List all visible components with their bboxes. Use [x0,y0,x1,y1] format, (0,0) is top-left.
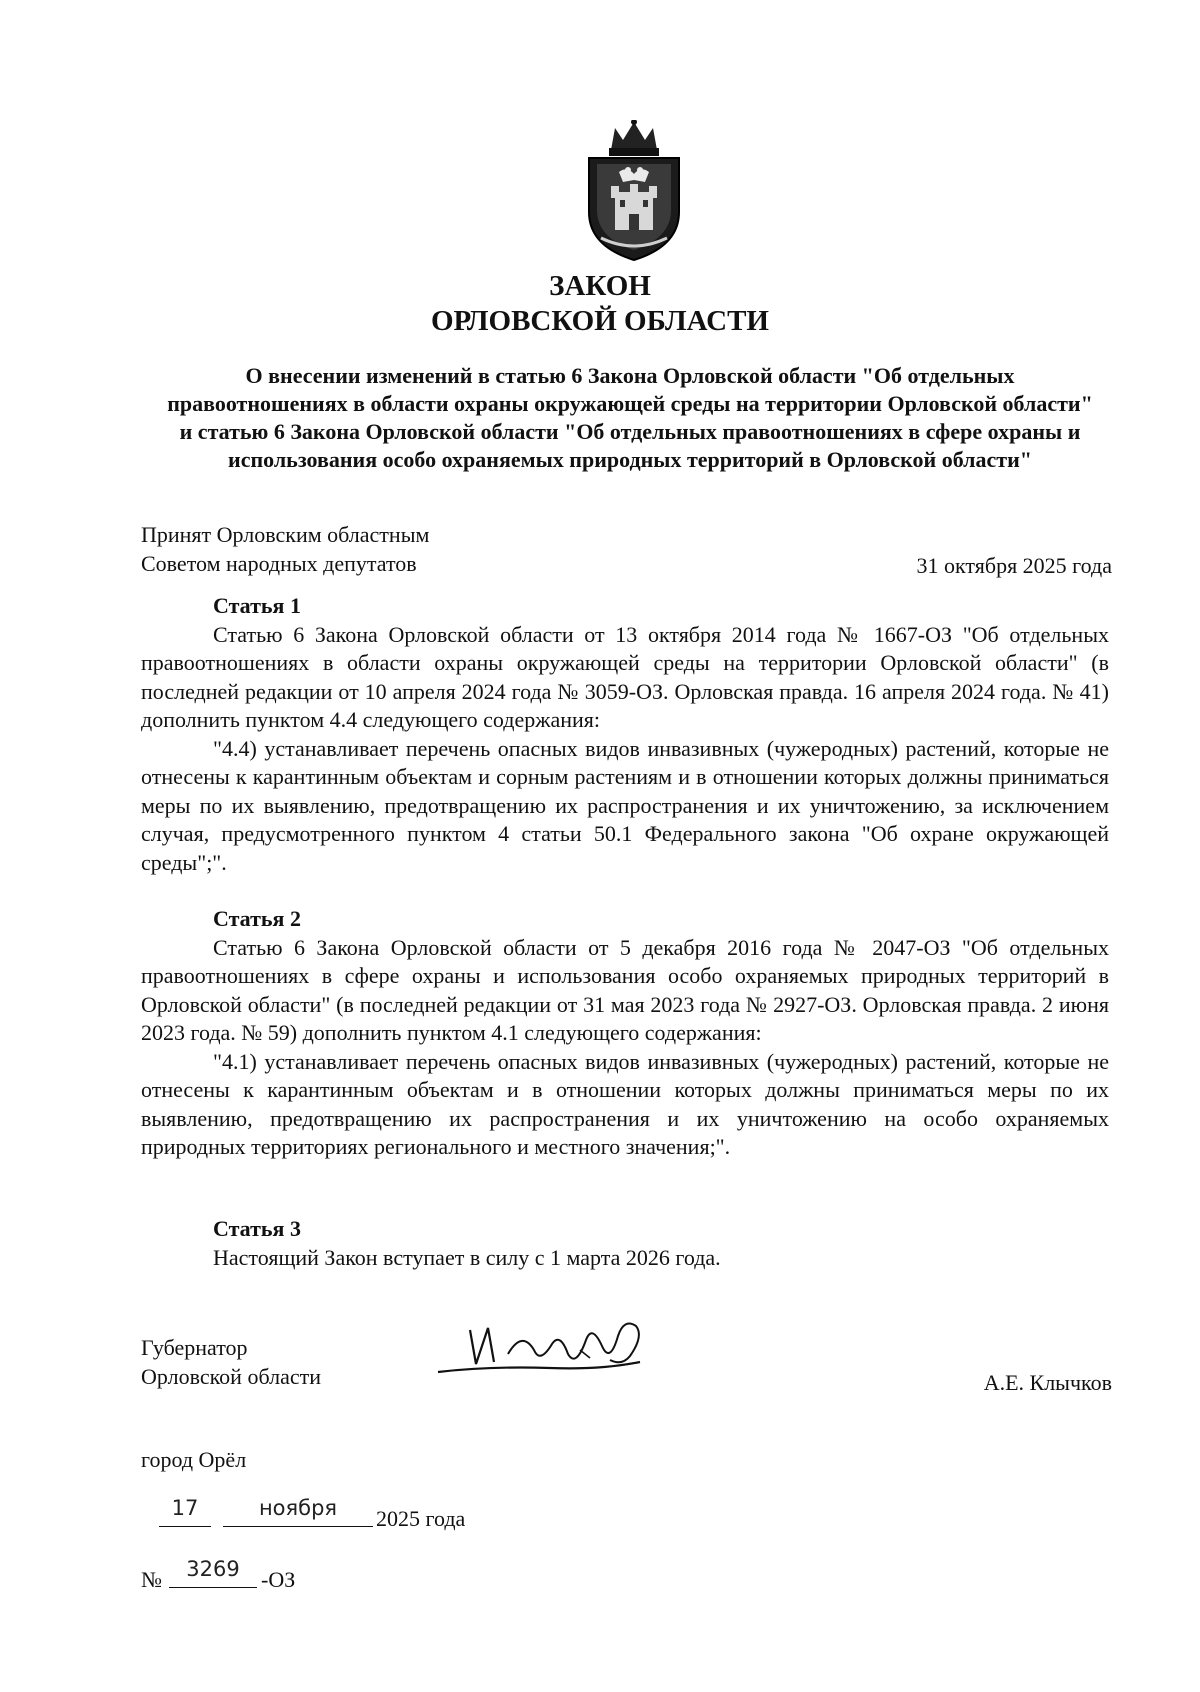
coat-of-arms-icon [575,120,693,262]
sign-day: 17 [159,1496,211,1527]
sign-year: 2025 года [376,1506,466,1531]
governor-line-2: Орловской области [141,1364,321,1389]
law-label: ЗАКОН [549,270,651,302]
article-title: Статья 1 [213,593,301,618]
sign-month: ноября [223,1496,373,1527]
law-subtitle: О внесении изменений в статью 6 Закона Орловской области "Об отдельных правоотношениях в области охраны окружающей среды на территории Орловской области" и статью 6 Закона Орловской области "Об отдельных правоотношениях в сфере охраны и использования особо охраняемых природных территорий в Орловской области" [167,363,1093,472]
number-sign: № [141,1567,162,1592]
signing-date [141,1496,541,1532]
article-2 [141,905,1109,1162]
article-paragraph: Статью 6 Закона Орловской области от 5 декабря 2016 года № 2047-ОЗ "Об отдельных правоотношениях в сфере охраны и использования особо охраняемых природных территорий в Орловской области" (в последней редакции от 31 мая 2023 года № 2927-ОЗ. Орловская правда. 2 июня 2023 года. № 59) дополнить пунктом 4.1 следующего содержания: [141,934,1109,1045]
governor-line-1: Губернатор [141,1335,248,1360]
article-title: Статья 3 [213,1216,301,1241]
article-paragraph: "4.4) устанавливает перечень опасных видов инвазивных (чужеродных) растений, которые не отнесены к карантинным объектам и сорным растениям и в отношении которых должны приниматься меры по их выявлению, предотвращению их распространения и их уничтожению, за исключением случая, предусмотренного пунктом 4 статьи 50.1 Федерального закона "Об охране окружающей среды";". [141,735,1109,875]
number-value: 3269 [169,1557,257,1588]
adopted-line-2: Советом народных депутатов [141,551,417,576]
governor-name: А.Е. Клычков [983,1370,1112,1395]
article-paragraph: Статью 6 Закона Орловской области от 13 октября 2014 года № 1667-ОЗ "Об отдельных правоотношениях в области охраны окружающей среды на территории Орловской области" (в последней редакции от 10 апреля 2024 года № 3059-ОЗ. Орловская правда. 16 апреля 2024 года. № 41) дополнить пунктом 4.4 следующего содержания: [141,621,1109,732]
governor-title [141,1333,321,1391]
article-title: Статья 2 [213,906,301,931]
adopted-line-1: Принят Орловским областным [141,522,430,547]
law-number [141,1557,441,1593]
adopted-by [141,520,429,578]
number-suffix: -ОЗ [261,1567,296,1592]
article-3 [141,1215,1109,1272]
article-paragraph: "4.1) устанавливает перечень опасных видов инвазивных (чужеродных) растений, которые не отнесены к карантинным объектам и в отношении которых должны приниматься меры по их выявлению, предотвращению их распространения и их уничтожению на особо охраняемых природных территориях регионального и местного значения;". [141,1048,1109,1159]
signature-icon [430,1310,660,1390]
article-1 [141,592,1109,877]
article-paragraph: Настоящий Закон вступает в силу с 1 марта 2026 года. [213,1244,721,1270]
city: город Орёл [141,1447,247,1472]
adopted-date: 31 октября 2025 года [916,553,1112,578]
region-label: ОРЛОВСКОЙ ОБЛАСТИ [430,305,769,337]
